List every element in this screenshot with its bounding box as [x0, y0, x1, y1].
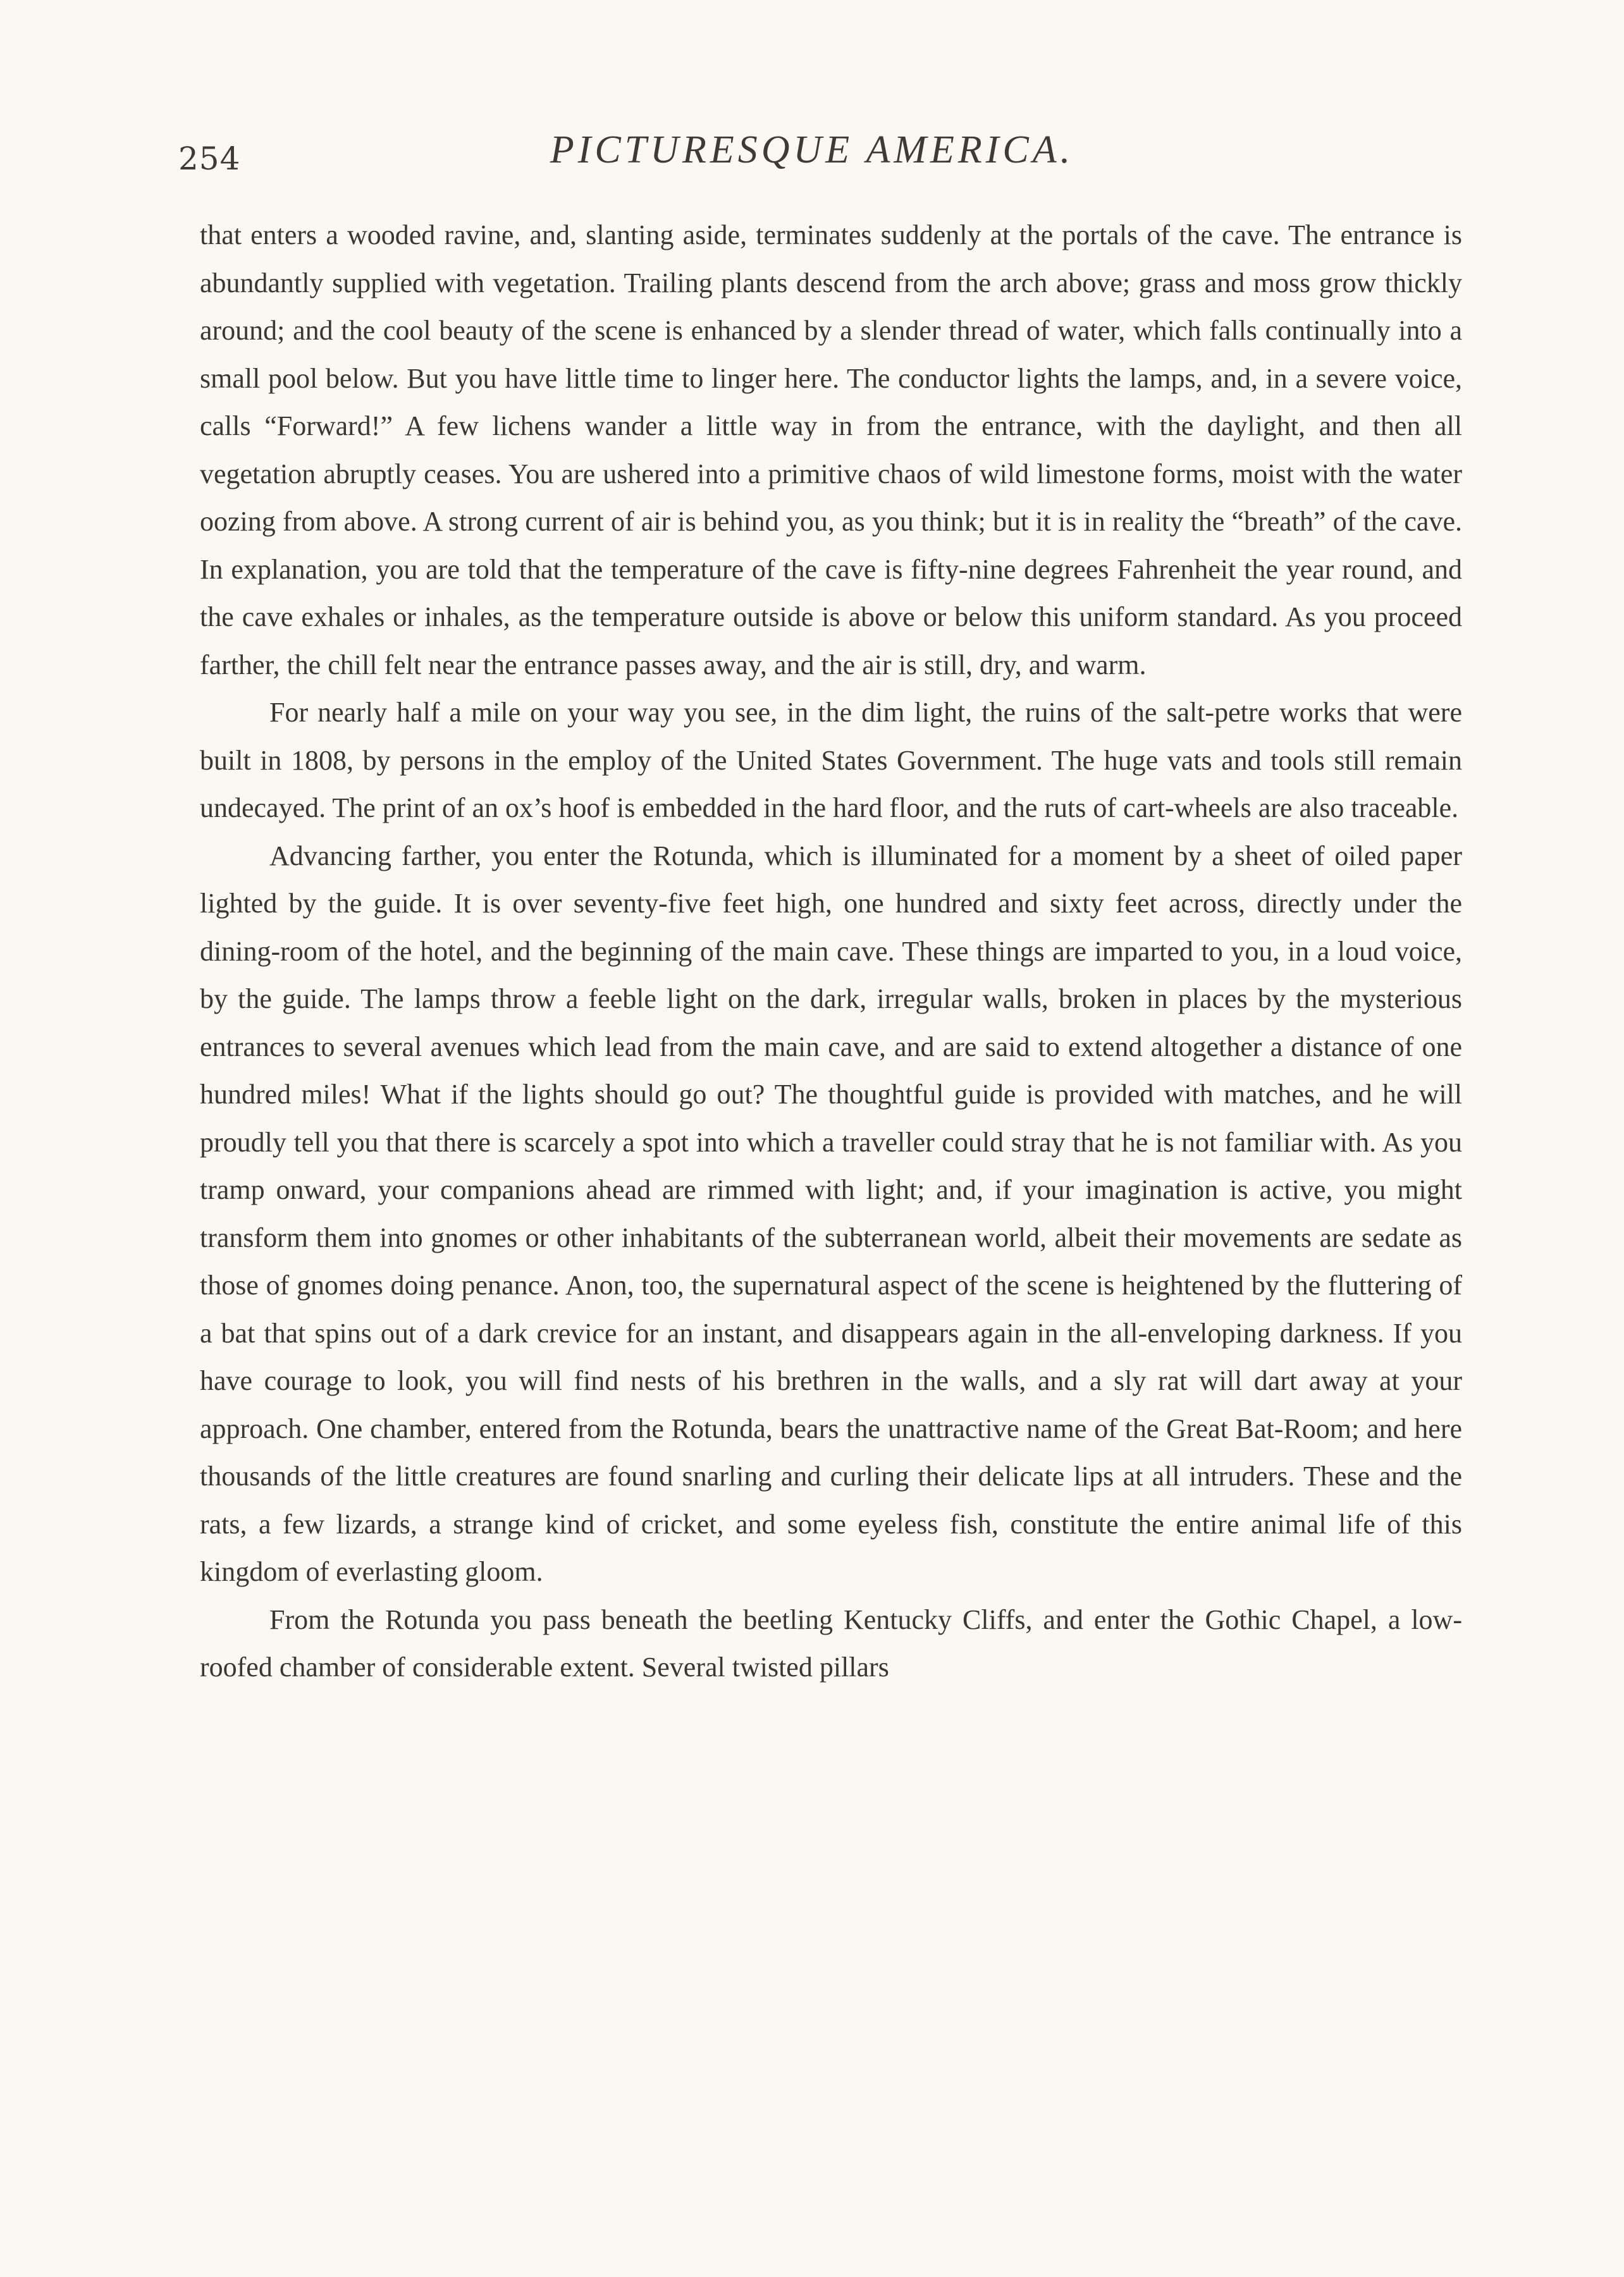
paragraph-saltpetre-works: For nearly half a mile on your way you see, in the dim light, the ruins of the salt-petre works that were built in 1808, by persons in the employ of the United States Government. The huge vats and tools still remain undecayed. The print of an ox’s hoof is embedded in the hard floor, and the ruts of cart-wheels are also traceable. [200, 697, 1462, 823]
paragraph-rotunda: Advancing farther, you enter the Rotunda, which is illuminated for a moment by a sheet of oiled paper lighted by the guide. It is over seventy-five feet high, one hundred and sixty feet across, directly under the dining-room of the hotel, and the beginning of the main cave. These things are imparted to you, in a loud voice, by the guide. The lamps throw a feeble light on the dark, irregular walls, broken in places by the mysterious entrances to several avenues which lead from the main cave, and are said to extend altogether a distance of one hundred miles! What if the lights should go out? The thoughtful guide is provided with matches, and he will proudly tell you that there is scarcely a spot into which a traveller could stray that he is not familiar with. As you tramp onward, your companions ahead are rimmed with light; and, if your imagination is active, you might transform them into gnomes or other inhabitants of the subterranean world, albeit their movements are sedate as those of gnomes doing penance. Anon, too, the supernatural aspect of the scene is heightened by the fluttering of a bat that spins out of a dark crevice for an instant, and disappears again in the all-enveloping darkness. If you have courage to look, you will find nests of his brethren in the walls, and a sly rat will dart away at your approach. One chamber, entered from the Rotunda, bears the unattractive name of the Great Bat-Room; and here thousands of the little creatures are found snarling and curling their delicate lips at all intruders. These and the rats, a few lizards, a strange kind of cricket, and some eyeless fish, constitute the entire animal life of this kingdom of everlasting gloom. [200, 840, 1462, 1587]
running-head-title: PICTURESQUE AMERICA. [550, 128, 1074, 171]
paragraph-cave-entrance: that enters a wooded ravine, and, slanting aside, terminates suddenly at the portals of the cave. The entrance is abundantly supplied with vegetation. Trailing plants descend from the arch above; grass and moss grow thickly around; and the cool beauty of the scene is enhanced by a slender thread of water, which falls continually into a small pool below. But you have little time to linger here. The conductor lights the lamps, and, in a severe voice, calls “Forward!” A few lichens wander a little way in from the entrance, with the daylight, and then all vegetation abruptly ceases. You are ushered into a primitive chaos of wild limestone forms, moist with the water oozing from above. A strong current of air is behind you, as you think; but it is in reality the “breath” of the cave. In explanation, you are told that the temperature of the cave is fifty-nine degrees Fahrenheit the year round, and the cave exhales or inhales, as the temperature outside is above or below this uniform standard. As you proceed farther, the chill felt near the entrance passes away, and the air is still, dry, and warm. [200, 219, 1462, 680]
page-number: 254 [178, 140, 241, 177]
body-text [200, 211, 1462, 1691]
paragraph-gothic-chapel: From the Rotunda you pass beneath the beetling Kentucky Cliffs, and enter the Gothic Chapel, a low-roofed chamber of considerable extent. Several twisted pillars [200, 1604, 1462, 1683]
